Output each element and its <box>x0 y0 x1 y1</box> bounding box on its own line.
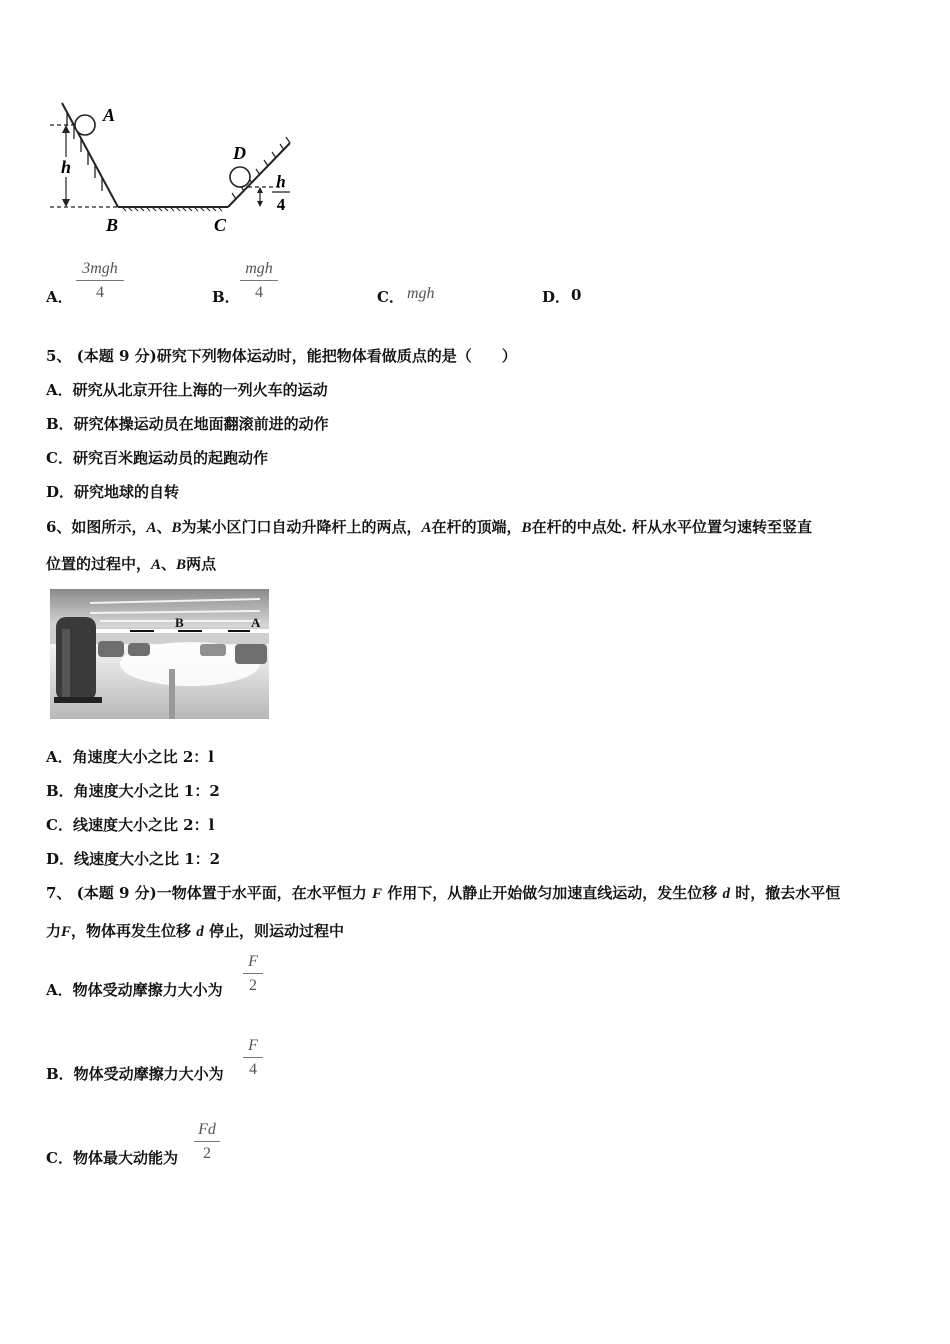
q5-stem: 5、 (本题 9 分)研究下列物体运动时，能把物体看做质点的是（ ） <box>46 347 517 365</box>
option-text: B．物体受动摩擦力大小为 <box>46 1065 224 1083</box>
ball-a <box>75 115 95 135</box>
fraction-3mgh-4: 3mgh 4 <box>76 260 124 302</box>
label-a: A <box>103 105 116 125</box>
q6-stem-line1: 6、如图所示，A、B为某小区门口自动升降杆上的两点，A在杆的顶端，B在杆的中点处. 杆从水平位置匀速转至竖直 <box>46 518 813 536</box>
option-label: A． <box>46 288 73 306</box>
fraction-mgh-4: mgh 4 <box>240 260 278 302</box>
q5-option-d[interactable]: D．研究地球的自转 <box>46 483 180 501</box>
option-value: mgh <box>407 285 435 302</box>
fraction-f-4: $\frac{F}{4}$ <box>243 1037 263 1079</box>
option-text: C．物体最大动能为 <box>46 1149 178 1167</box>
label-c: C <box>214 215 227 235</box>
label-h: h <box>60 157 72 177</box>
q6-option-b[interactable]: B．角速度大小之比 1：2 <box>46 782 220 800</box>
label-h4-num: h <box>276 172 286 191</box>
barrier-photo <box>50 589 269 719</box>
option-label: C． <box>377 288 404 306</box>
q6-option-c[interactable]: C．线速度大小之比 2：l <box>46 816 215 834</box>
ball-d <box>230 167 250 187</box>
label-h4-den: 4 <box>276 195 286 214</box>
option-value: 0 <box>571 286 582 304</box>
q6-option-d[interactable]: D．线速度大小之比 1：2 <box>46 850 221 868</box>
label-b: B <box>106 215 119 235</box>
option-label: D． <box>542 288 571 306</box>
q6-stem-line2: 位置的过程中，A、B两点 <box>46 555 217 573</box>
q5-option-c[interactable]: C．研究百米跑运动员的起跑动作 <box>46 449 268 467</box>
incline-diagram <box>40 95 300 240</box>
photo-label-b: B <box>175 615 184 630</box>
label-d: D <box>233 143 246 163</box>
fraction-f-2: $\frac{F}{2}$ <box>243 953 263 995</box>
q7-stem-line1: 7、 (本题 9 分)一物体置于水平面，在水平恒力 F 作用下，从静止开始做匀加速直线运动，发生位移 d 时，撤去水平恒 <box>46 884 841 902</box>
q5-option-b[interactable]: B．研究体操运动员在地面翻滚前进的动作 <box>46 415 329 433</box>
option-label: B． <box>212 288 240 306</box>
fraction-fd-2: $\frac{Fd}{2}$ <box>194 1121 220 1163</box>
photo-label-a: A <box>251 615 261 630</box>
option-text: A．物体受动摩擦力大小为 <box>46 981 223 999</box>
q7-stem-line2: 力F，物体再发生位移 d 停止，则运动过程中 <box>46 922 345 940</box>
q6-option-a[interactable]: A．角速度大小之比 2：l <box>46 748 214 766</box>
q5-option-a[interactable]: A．研究从北京开往上海的一列火车的运动 <box>46 381 328 399</box>
